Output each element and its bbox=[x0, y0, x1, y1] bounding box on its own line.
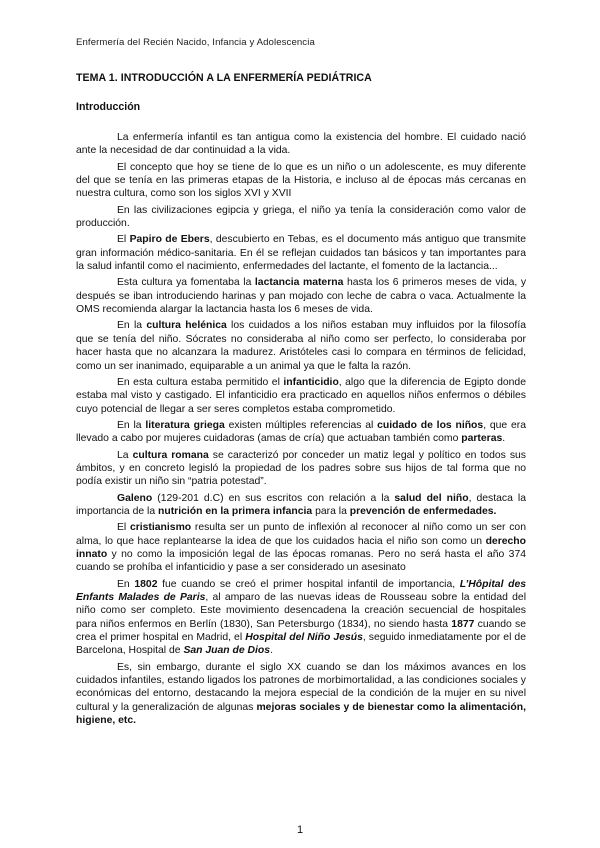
paragraph bbox=[76, 449, 526, 489]
emphasized-text: salud del niño bbox=[394, 492, 469, 504]
paragraph-text: , algo que la diferencia de Egipto donde estaba mal visto y castigado. El infanticidio era practicado en aquellos niños enfermos o débiles cuyo potencial de llegar a ser seres completos estaba comprometido. bbox=[76, 376, 526, 415]
emphasized-text: mejoras sociales y de bienestar como la alimentación, higiene, etc. bbox=[76, 701, 526, 727]
paragraph bbox=[76, 376, 526, 416]
emphasized-text: literatura griega bbox=[145, 419, 225, 431]
emphasized-text: cultura helénica bbox=[146, 320, 227, 332]
paragraph-text: , seguido inmediatamente por el de Barcelona, Hospital de bbox=[76, 632, 526, 657]
emphasized-text: infanticidio bbox=[283, 376, 339, 388]
emphasized-text: derecho innato bbox=[76, 535, 526, 560]
body-text bbox=[76, 131, 526, 730]
paragraph-text: En esta cultura estaba permitido el bbox=[117, 376, 284, 388]
paragraph bbox=[76, 131, 526, 158]
paragraph-text: Esta cultura ya fomentaba la bbox=[117, 277, 255, 289]
running-header: Enfermería del Recién Nacido, Infancia y Adolescencia bbox=[76, 37, 315, 48]
paragraph-text: . bbox=[270, 645, 273, 657]
paragraph-text: , descubierto en Tebas, es el documento más antiguo que transmite gran información médico-sanitaria. En él se reflejan cuidados tan básicos y tan importantes para la salud infantil como el nacimiento, enfermedades del lactante, el fomento de la lactancia... bbox=[76, 234, 526, 273]
paragraph bbox=[76, 276, 526, 316]
paragraph-text: En bbox=[117, 578, 135, 590]
paragraph bbox=[76, 161, 526, 201]
paragraph bbox=[76, 419, 526, 446]
paragraph-text: En la bbox=[117, 419, 146, 431]
emphasized-text: Hospital del Niño Jesús bbox=[245, 632, 363, 644]
paragraph bbox=[76, 521, 526, 574]
paragraph-text: se caracterizó por conceder un matiz legal y político en todos sus ámbitos, y en concreto legisló la propiedad de los padres sobre sus hijos de tal forma que no podía existir un niño sin “patria potestad”. bbox=[76, 449, 526, 488]
paragraph-text: y no como la imposición legal de las épocas romanas. Pero no será hasta el año 374 cuando se prohíba el infanticidio y pase a ser considerado un asesinato bbox=[76, 548, 526, 574]
paragraph-text: , al amparo de las nuevas ideas de Rousseau sobre la entidad del niño como ser completo. Este movimiento desencadena la creación secuencial de hospitales para niños enfermos en Berlín (1830), San Petersburgo (1834), no siendo hasta bbox=[76, 592, 527, 630]
emphasized-text: Galeno bbox=[117, 492, 153, 504]
paragraph-text: existen múltiples referencias al bbox=[224, 419, 378, 431]
paragraph bbox=[76, 233, 526, 273]
emphasized-text: prevención de enfermedades. bbox=[349, 505, 497, 517]
emphasized-text: 1877 bbox=[451, 618, 475, 630]
paragraph-text: hasta los 6 primeros meses de vida, y después se iban introduciendo harinas y pan mojado con leche de cabra o vaca. Actualmente la OMS recomienda alargar la lactancia hasta los 6 meses de vida. bbox=[76, 277, 527, 316]
section-heading: Introducción bbox=[76, 101, 141, 113]
paragraph-text: resulta ser un punto de inflexión al reconocer al niño como un ser con alma, lo que hace replantearse la idea de que los cuidados hacia el niño son como un bbox=[76, 522, 526, 547]
paragraph-text: , que era llevado a cabo por mujeres cuidadoras (amas de cría) que actuaban también como bbox=[76, 419, 527, 445]
emphasized-text: Papiro de Ebers bbox=[129, 234, 210, 246]
emphasized-text: parteras bbox=[461, 433, 503, 445]
emphasized-text: nutrición en la primera infancia bbox=[158, 505, 313, 517]
emphasized-text: cuidado de los niños bbox=[377, 419, 484, 431]
emphasized-text: L’Hôpital des Enfants Malades de Paris bbox=[76, 578, 526, 603]
emphasized-text: cultura romana bbox=[132, 449, 209, 461]
paragraph-text: El concepto que hoy se tiene de lo que es un niño o un adolescente, es muy diferente del que se tenía en las primeras etapas de la Historia, e incluso al de épocas más cercanas en nuestra cultura, como son los siglos XVI y XVII bbox=[76, 161, 526, 200]
paragraph-text: los cuidados a los niños estaban muy influidos por la filosofía que se tenía del niño. Sócrates no consideraba al niño como ser perfecto, lo consideraba por hacer hasta que no alcanzara la madurez. Aristóteles casi lo compara en términos de felicidad, como un ser inanimado, equiparable a un animal ya que le falta la razón. bbox=[76, 320, 526, 372]
paragraph-text: . bbox=[502, 433, 506, 445]
paragraph bbox=[76, 319, 526, 372]
paragraph-text: (129-201 d.C) en sus escritos con relación a la bbox=[152, 492, 395, 504]
paragraph-text: El bbox=[117, 234, 130, 246]
paragraph-text: , destaca la importancia de la bbox=[76, 492, 527, 517]
paragraph bbox=[76, 661, 526, 728]
paragraph-text: fue cuando se creó el primer hospital infantil de importancia, bbox=[157, 578, 460, 590]
paragraph-text: En las civilizaciones egipcia y griega, el niño ya tenía la consideración como valor de producción. bbox=[76, 204, 526, 230]
emphasized-text: San Juan de Dios bbox=[183, 645, 271, 657]
paragraph-text: El bbox=[117, 522, 130, 534]
page-number: 1 bbox=[296, 824, 304, 836]
paragraph-text: La enfermería infantil es tan antigua como la existencia del hombre. El cuidado nació ante la necesidad de dar continuidad a la vida. bbox=[76, 132, 526, 157]
emphasized-text: lactancia materna bbox=[254, 277, 344, 289]
paragraph-text: En la bbox=[117, 320, 147, 332]
paragraph bbox=[76, 492, 526, 519]
paragraph bbox=[76, 204, 526, 231]
emphasized-text: cristianismo bbox=[129, 522, 192, 534]
paragraph-text: Es, sin embargo, durante el siglo XX cuando se dan los máximos avances en los cuidados infantiles, estando ligados los patrones de morbimortalidad, a las condiciones sociales y económicas del entorno, destacando la mejora especial de la condición de la mujer en su nivel cultural y la generalización de algunas bbox=[76, 661, 526, 713]
paragraph-text: para la bbox=[312, 505, 350, 517]
chapter-title: TEMA 1. INTRODUCCIÓN A LA ENFERMERÍA PEDIÁTRICA bbox=[76, 72, 372, 84]
emphasized-text: 1802 bbox=[134, 578, 158, 590]
paragraph bbox=[76, 578, 526, 658]
paragraph-text: La bbox=[117, 449, 133, 461]
paragraph-text: cuando se crea el primer hospital en Madrid, el bbox=[76, 618, 527, 644]
